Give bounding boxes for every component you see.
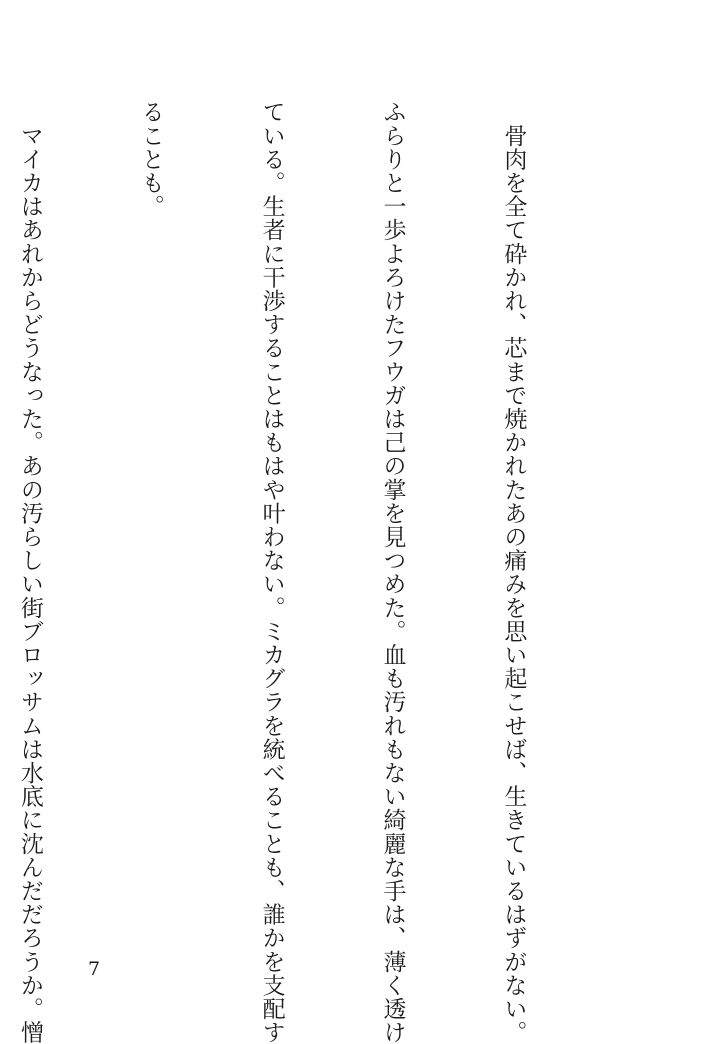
text-line: ている。生者に干渉することはもはや叶わない。ミカグラを統べることも、誰かを支配す [258,100,285,1044]
text-line: ることも。 [137,100,164,218]
text-line: マイカはあれからどうなった。あの汚らしい街ブロッサムは水底に沈んだだろうか。憎 [16,100,43,1044]
page-number: 7 [88,958,101,980]
vertical-text-body [0,100,614,1044]
text-line: ふらりと一歩よろけたフウガは己の掌を見つめた。血も汚れもない綺麗な手は、薄く透け [379,100,406,1044]
text-line: 骨肉を全て砕かれ、芯まで焼かれたあの痛みを思い起こせば、生きているはずがない。 [500,100,527,1044]
